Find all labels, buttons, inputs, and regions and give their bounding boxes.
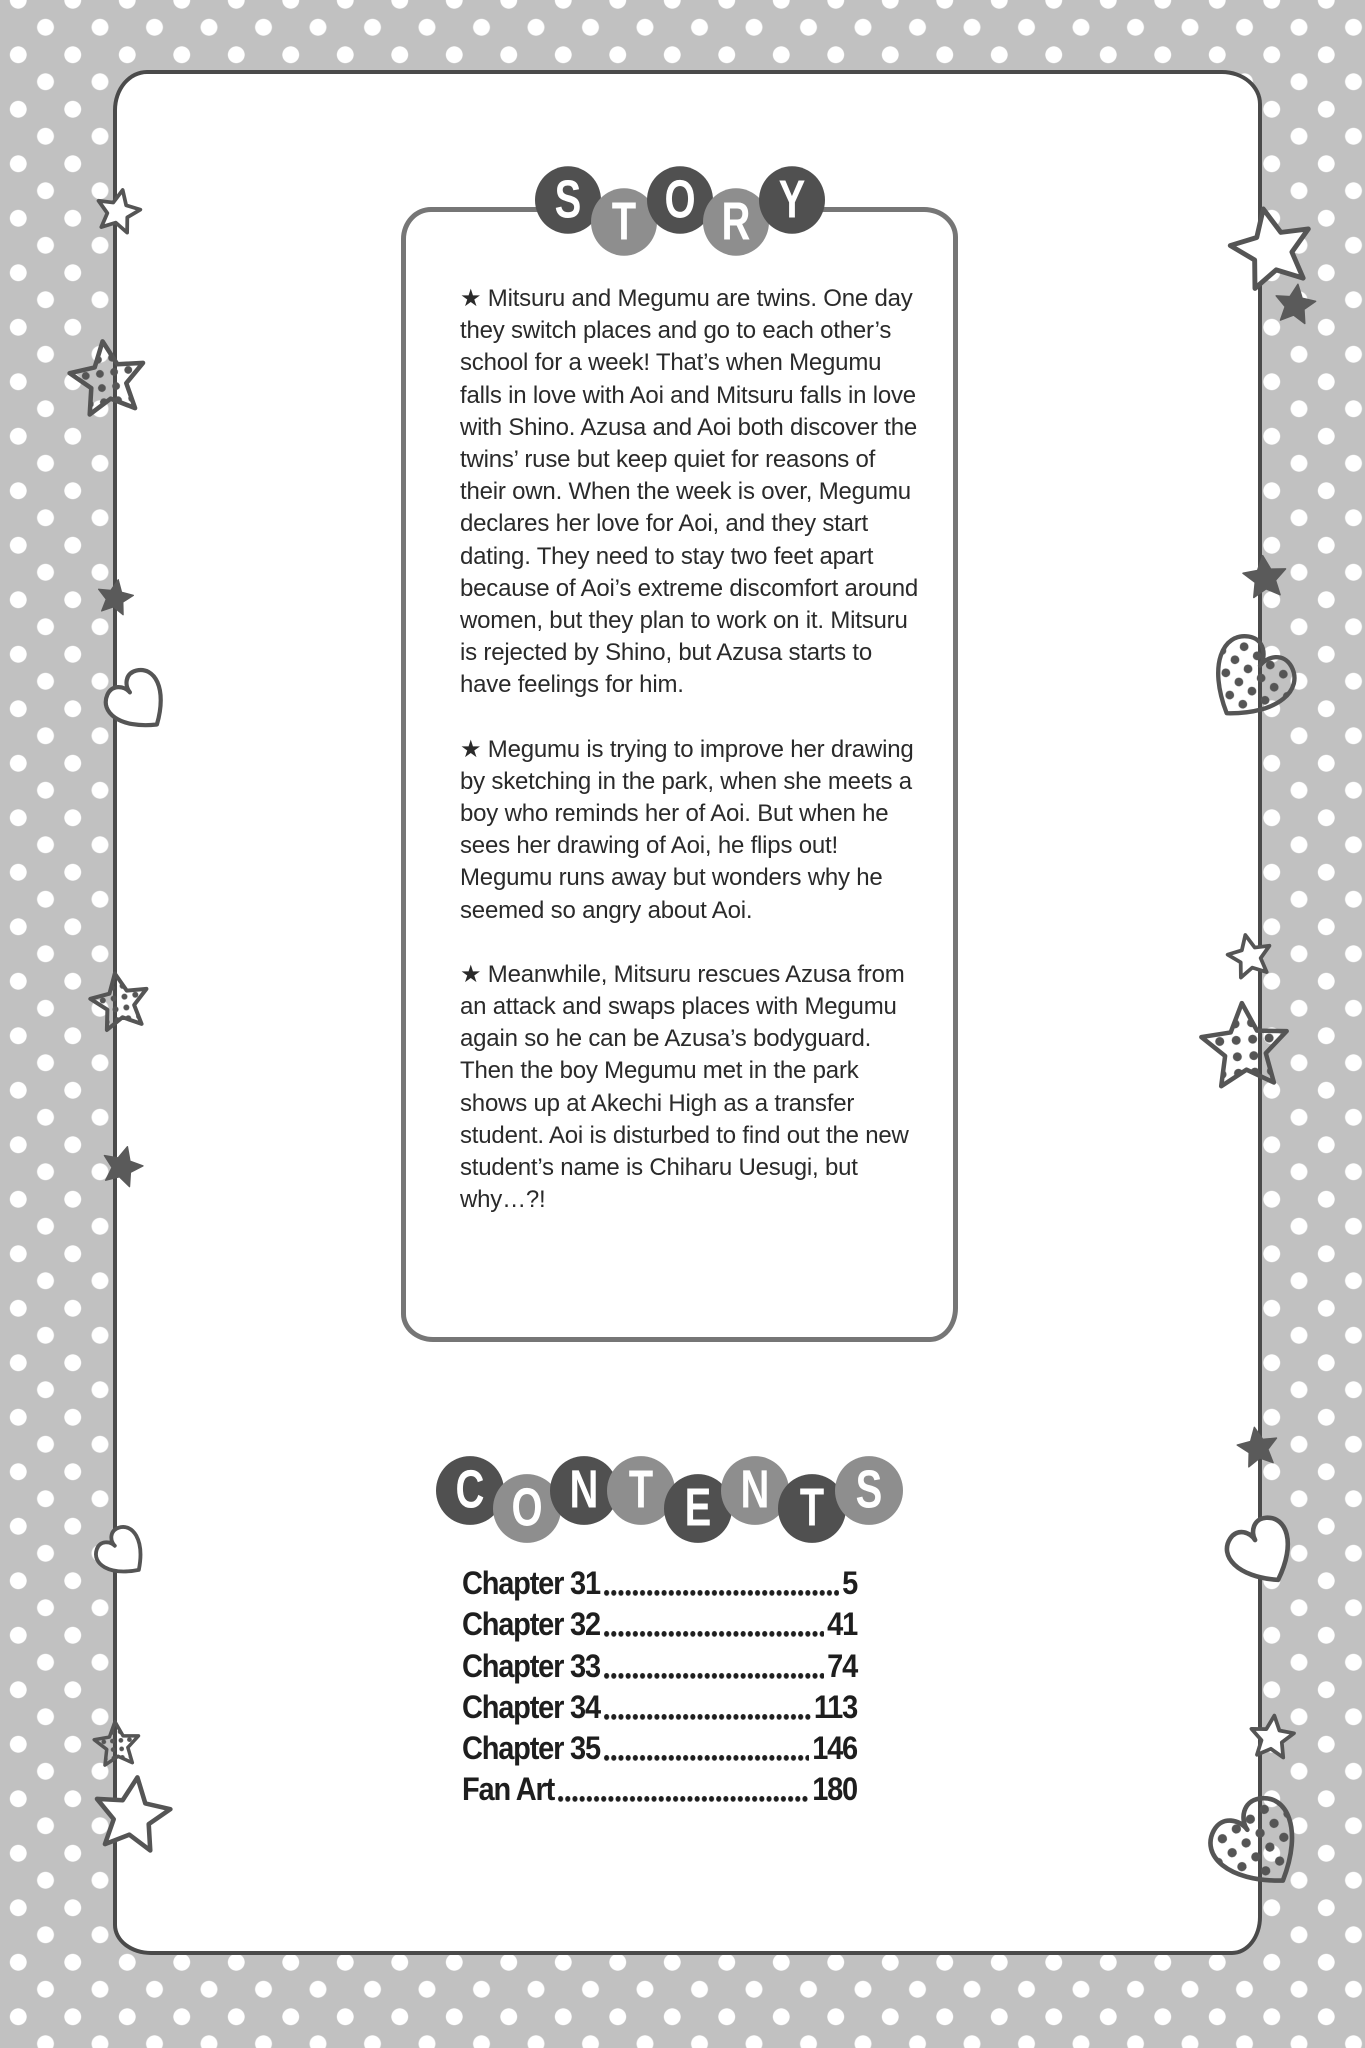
heading-bubble: N xyxy=(721,1456,789,1525)
toc-entry[interactable] xyxy=(462,1731,857,1777)
story-paragraph: ★ Mitsuru and Megumu are twins. One day they switch places and go to each other’s school for a week! That’s when Megumu falls in love with Aoi and Mitsuru falls in love with Shino. Azusa and Aoi both discover the twins’ ruse but keep quiet for reasons of their own. When the week is over, Megumu declares her love for Aoi, and they start dating. They need to stay two feet apart because of Aoi’s extreme discomfort around women, but they plan to work on it. Mitsuru is rejected by Shino, but Azusa starts to have feelings for him. xyxy=(460,285,919,699)
heading-bubble: T xyxy=(778,1474,846,1543)
toc-leader-dots xyxy=(557,1796,809,1803)
story-paragraph: ★ Meanwhile, Mitsuru rescues Azusa from an attack and swaps places with Megumu again so he can be Azusa’s bodyguard. Then the boy Megumu met in the park shows up at Akechi High as a transfer student. Aoi is disturbed to find out the new student’s name is Chiharu Uesugi, but why…?! xyxy=(460,960,909,1214)
toc-label: Chapter 34 xyxy=(462,1689,600,1726)
toc-leader-dots xyxy=(603,1630,824,1637)
heading-bubble: S xyxy=(835,1456,903,1525)
toc-leader-dots xyxy=(603,1713,811,1720)
toc-entry[interactable] xyxy=(462,1607,857,1653)
toc-label: Chapter 32 xyxy=(462,1607,600,1644)
table-of-contents xyxy=(462,1566,857,1814)
heading-bubble: T xyxy=(607,1456,675,1525)
contents-heading xyxy=(436,1460,892,1538)
toc-label: Chapter 33 xyxy=(462,1648,600,1685)
toc-entry[interactable] xyxy=(462,1690,857,1736)
toc-page-number: 113 xyxy=(813,1689,857,1726)
toc-page-number: 74 xyxy=(827,1648,857,1685)
heading-bubble: O xyxy=(493,1474,561,1543)
toc-entry[interactable] xyxy=(462,1649,857,1695)
toc-leader-dots xyxy=(603,1754,809,1761)
toc-leader-dots xyxy=(603,1672,824,1679)
heading-bubble: O xyxy=(647,166,713,234)
story-text xyxy=(460,283,920,1248)
toc-page-number: 5 xyxy=(842,1566,857,1602)
heading-bubble: Y xyxy=(759,166,825,234)
story-paragraph: ★ Megumu is trying to improve her drawing by sketching in the park, when she meets a boy who reminds her of Aoi. But when he sees her drawing of Aoi, he flips out! Megumu runs away but wonders why he seemed so angry about Aoi. xyxy=(460,735,914,924)
toc-page-number: 41 xyxy=(827,1607,857,1644)
toc-label: Chapter 31 xyxy=(462,1566,600,1602)
heading-bubble: S xyxy=(535,166,601,234)
toc-entry[interactable] xyxy=(462,1566,857,1612)
heading-bubble: C xyxy=(436,1456,504,1525)
story-heading xyxy=(535,169,815,252)
toc-label: Fan Art xyxy=(462,1772,555,1809)
solid-star-icon xyxy=(1273,281,1318,324)
heading-bubble: R xyxy=(703,188,769,256)
heading-bubble: E xyxy=(664,1474,732,1543)
heading-bubble: T xyxy=(591,188,657,256)
toc-page-number: 180 xyxy=(812,1772,857,1809)
toc-entry[interactable] xyxy=(462,1772,857,1818)
heading-bubble: N xyxy=(550,1456,618,1525)
toc-leader-dots xyxy=(603,1589,839,1596)
toc-label: Chapter 35 xyxy=(462,1731,600,1768)
toc-page-number: 146 xyxy=(812,1731,857,1768)
